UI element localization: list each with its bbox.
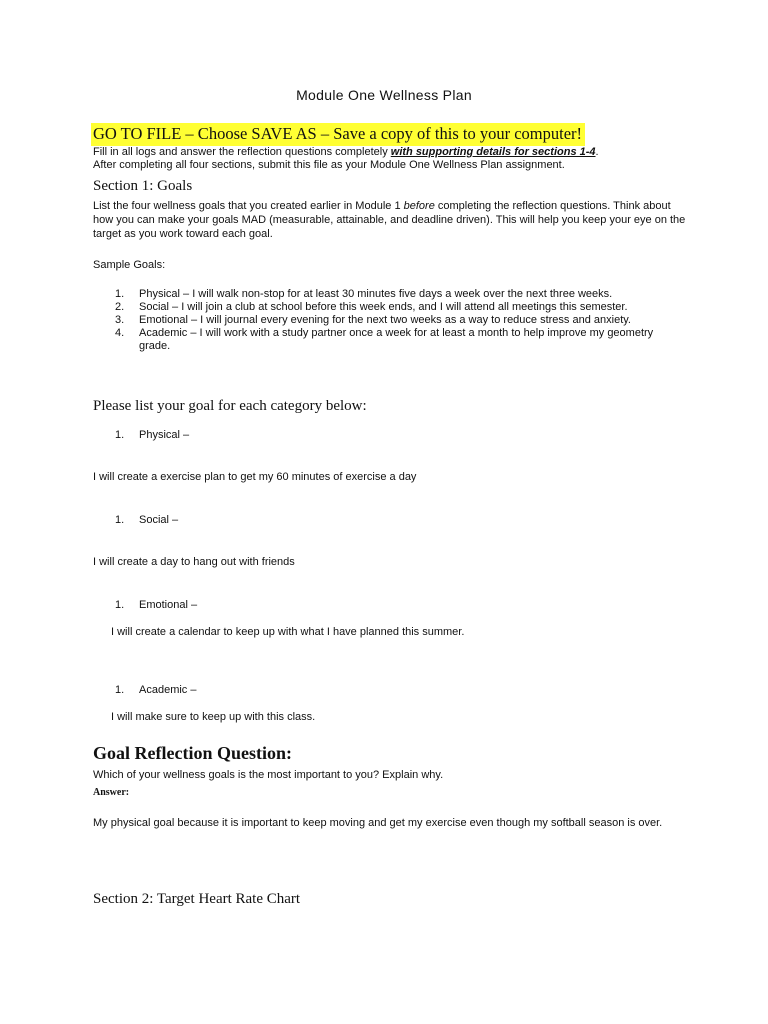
- goal-category: Academic –: [139, 684, 197, 696]
- list-number: 3.: [115, 314, 125, 326]
- goal-category: Physical –: [139, 429, 190, 441]
- save-instruction-banner: GO TO FILE – Choose SAVE AS – Save a copy of this to your computer!: [91, 123, 585, 146]
- list-number: 1.: [115, 599, 125, 611]
- sample-goal-item: [115, 327, 685, 353]
- goal-physical-label: [115, 429, 189, 442]
- goal-physical-answer: I will create a exercise plan to get my 60 minutes of exercise a day: [93, 471, 417, 483]
- goal-emotional-answer: I will create a calendar to keep up with what I have planned this summer.: [111, 626, 465, 638]
- goal-academic-label: [115, 684, 196, 697]
- goal-category: Emotional –: [139, 599, 198, 611]
- section-1-instructions: [93, 199, 691, 241]
- section-1-emphasis: before: [403, 200, 435, 212]
- sample-goal-text: Academic – I will work with a study partner once a week for at least a month to help improve my geometry grade.: [139, 327, 654, 352]
- sample-goal-item: [115, 288, 685, 301]
- list-number: 1.: [115, 684, 125, 696]
- section-1-text-b: completing the reflection questions. Think about how you can make your goals MAD (measurable, attainable, and deadline driven). This will help you keep your eye on the target as you work toward each goal.: [93, 200, 686, 240]
- sample-goal-text: Social – I will join a club at school before this week ends, and I will attend all meetings this semester.: [139, 301, 628, 313]
- intro-line-2: After completing all four sections, submit this file as your Module One Wellness Plan assignment.: [93, 159, 565, 171]
- document-title: Module One Wellness Plan: [296, 87, 472, 103]
- answer-label: Answer:: [93, 787, 130, 798]
- reflection-question: Which of your wellness goals is the most important to you? Explain why.: [93, 769, 444, 781]
- sample-goals-label: Sample Goals:: [93, 259, 166, 271]
- goal-social-answer: I will create a day to hang out with friends: [93, 556, 295, 568]
- goal-social-label: [115, 514, 178, 527]
- goal-emotional-label: [115, 599, 197, 612]
- goal-academic-answer: I will make sure to keep up with this class.: [111, 711, 316, 723]
- list-number: 1.: [115, 429, 125, 441]
- intro-emphasis: with supporting details for sections 1-4: [390, 146, 596, 158]
- sample-goal-text: Physical – I will walk non-stop for at least 30 minutes five days a week over the next three weeks.: [139, 288, 613, 300]
- reflection-heading: Goal Reflection Question:: [93, 743, 292, 763]
- list-number: 4.: [115, 327, 125, 339]
- section-1-text-a: List the four wellness goals that you created earlier in Module 1: [93, 200, 404, 212]
- sample-goal-text: Emotional – I will journal every evening for the next two weeks as a way to reduce stress and anxiety.: [139, 314, 631, 326]
- sample-goals-list: [115, 288, 685, 353]
- sample-goal-item: [115, 301, 685, 314]
- reflection-answer: My physical goal because it is important to keep moving and get my exercise even though my softball season is over.: [93, 817, 663, 829]
- list-number: 1.: [115, 514, 125, 526]
- intro-instructions: [93, 146, 693, 172]
- list-number: 2.: [115, 301, 125, 313]
- sample-goal-item: [115, 314, 685, 327]
- goal-list-prompt: Please list your goal for each category below:: [93, 398, 367, 414]
- intro-line-1-end: .: [595, 146, 599, 158]
- intro-line-1: [93, 146, 693, 159]
- list-number: 1.: [115, 288, 125, 300]
- section-2-heading: Section 2: Target Heart Rate Chart: [93, 891, 301, 907]
- intro-line-1-text: Fill in all logs and answer the reflection questions completely: [93, 146, 391, 158]
- section-1-heading: Section 1: Goals: [93, 178, 193, 194]
- goal-category: Social –: [139, 514, 179, 526]
